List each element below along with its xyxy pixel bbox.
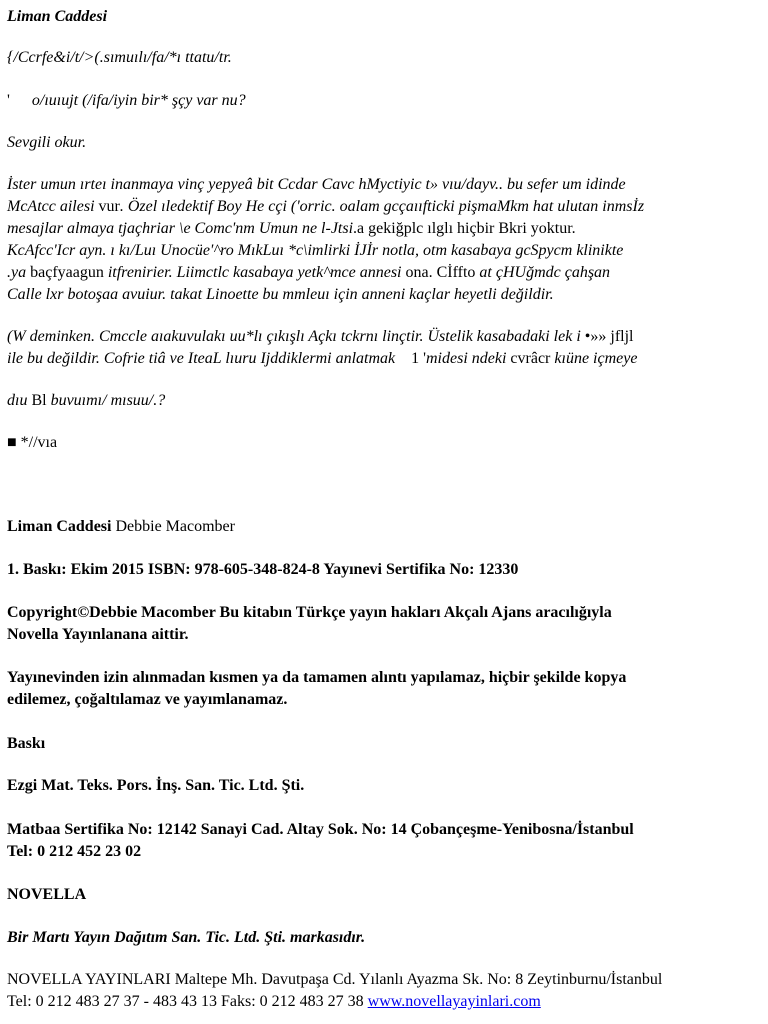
synopsis-line: McAtcc ailesi vur. Özel ıledektif Boy He cçi ('orric. oalam gcçaııfticki pişmaMkm hat ulutan inmsİz xyxy=(7,198,645,215)
trademark-line: Bir Martı Yayın Dağıtım San. Tic. Ltd. Şti. markasıdır. xyxy=(7,929,366,946)
synopsis-line: mesajlar almaya tjaçhriar \e Comc'nm Umun ne l-Jtsi.a gekiğplc ılglı hiçbir Bkri yoktur. xyxy=(7,220,576,237)
greeting: Sevgili okur. xyxy=(7,134,87,151)
synopsis-line: (W deminken. Cmccle aıakuvulakı uu*lı çıkışlı Açkı tckrnı linçtir. Üstelik kasabadaki lek i •»» jfljl xyxy=(7,328,634,345)
copyright-line: Novella Yayınlanana aittir. xyxy=(7,626,189,643)
copyright-line: Copyright©Debbie Macomber Bu kitabın Türkçe yayın hakları Akçalı Ajans aracılığıyla xyxy=(7,604,612,621)
printer-phone: Tel: 0 212 452 23 02 xyxy=(7,843,142,860)
ocr-line-1: {/Ccrfe&i/t/>(.sımuılı/fa/*ı ttatu/tr. xyxy=(7,49,232,66)
synopsis-line: İster umun ırteı inanmaya vinç yepyeâ bit Ccdar Cavc hMyctiyic t» vıu/dayv.. bu sefer um idinde xyxy=(7,176,626,193)
rights-notice: Yayınevinden izin alınmadan kısmen ya da tamamen alıntı yapılamaz, hiçbir şekilde kopya xyxy=(7,669,627,686)
ocr-line-2: ' o/ıuıujt (/ifa/iyin bir* şçy var nu? xyxy=(7,92,246,109)
rights-notice: edilemez, çoğaltılamaz ve yayımlanamaz. xyxy=(7,691,288,708)
publisher-name: NOVELLA xyxy=(7,886,87,903)
synopsis-line: KcAfcc'Icr ayn. ı kı/Luı Unocüe'^ro MıkLuı *c\imlirki İJİr notla, otm kasabaya gcSpycm klinikte xyxy=(7,242,624,259)
edition-info: 1. Baskı: Ekim 2015 ISBN: 978-605-348-824-8 Yayınevi Sertifika No: 12330 xyxy=(7,561,519,578)
publisher-address: NOVELLA YAYINLARI Maltepe Mh. Davutpaşa Cd. Yılanlı Ayazma Sk. No: 8 Zeytinburnu/İstanbul xyxy=(7,971,663,988)
print-label: Baskı xyxy=(7,735,46,752)
printer-name: Ezgi Mat. Teks. Pors. İnş. San. Tic. Ltd. Şti. xyxy=(7,777,305,794)
synopsis-line: .ya baçfyaagun itfrenirier. Liimctlc kasabaya yetk^mce annesi ona. Cİffto at çHUğmdc çahşan xyxy=(7,264,611,281)
signature: ■ *//vıa xyxy=(7,434,58,451)
printer-address: Matbaa Sertifika No: 12142 Sanayi Cad. Altay Sok. No: 14 Çobançeşme-Yenibosna/İstanbul xyxy=(7,821,634,838)
imprint-title: Liman Caddesi Debbie Macomber xyxy=(7,518,235,535)
website-link[interactable]: www.novellayayinlari.com xyxy=(367,993,541,1010)
synopsis-line: Calle lxr botoşaa avuiur. takat Linoette bu mmleuı için anneni kaçlar heyetli değildir. xyxy=(7,286,554,303)
synopsis-closing: dıu Bl buvuımı/ mısuu/.? xyxy=(7,392,166,409)
book-title: Liman Caddesi xyxy=(7,8,108,25)
synopsis-line: ile bu değildir. Cofrie tiâ ve IteaL lıuru Ijddiklermi anlatmak 1 'midesi ndeki cvrâcr kıüne içmeye xyxy=(7,350,638,367)
publisher-contact: Tel: 0 212 483 27 37 - 483 43 13 Faks: 0 212 483 27 38 www.novellayayinlari.com xyxy=(7,993,541,1010)
